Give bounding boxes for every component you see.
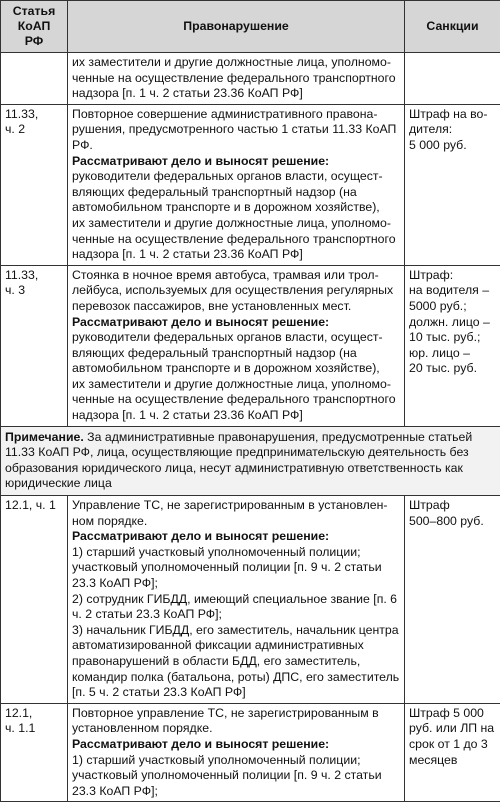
article-cell: [1, 104, 68, 265]
offense-description: рушения, предусмотренного частью 1 статьи 11.33 КоАП: [72, 122, 397, 137]
note-cell: [1, 426, 500, 495]
offense-description: Повторное управление ТС, не зарегистрированным в: [72, 705, 379, 720]
decision-authority: вляющих федеральный транспортный надзор (на: [72, 184, 357, 199]
decision-authority: автомобильном транспорте и в дорожном хозяйстве),: [72, 361, 380, 376]
decision-authority: командир полка (батальона, роты) ДПС, его заместитель: [72, 669, 400, 684]
offense-description: ном порядке.: [72, 513, 148, 528]
decision-label: Рассматривают дело и выносят решение:: [72, 529, 330, 544]
decision-authority: ч. 2 статьи 23.3 КоАП РФ];: [72, 607, 222, 622]
decision-label: Рассматривают дело и выносят решение:: [72, 314, 330, 329]
offense-cell: [68, 265, 405, 426]
decision-authority: ченные на осуществление федерального транспортного: [72, 70, 396, 85]
sanction-text: юр. лицо –: [409, 345, 470, 360]
decision-authority: надзора [п. 1 ч. 2 статьи 23.36 КоАП РФ]: [72, 247, 303, 262]
decision-authority: 3) начальник ГИБДД, его заместитель, начальник центра: [72, 622, 399, 637]
article-number: 12.1,: [5, 705, 33, 720]
article-number: 11.33,: [5, 267, 39, 282]
article-cell: [1, 703, 68, 802]
note-line: 11.33 КоАП РФ, лица, осуществляющие предпринимательскую деятельность без: [5, 445, 469, 460]
sanction-text: дителя:: [409, 122, 453, 137]
offense-description: Стоянка в ночное время автобуса, трамвая или трол-: [72, 267, 379, 282]
offense-cell: [68, 53, 405, 105]
offense-description: Управление ТС, не зарегистрированным в установлен-: [72, 498, 388, 513]
table-body-top: [1, 53, 500, 427]
sanction-text: 10 тыс. руб.;: [409, 330, 481, 345]
article-number: ч. 1.1: [5, 721, 36, 736]
decision-authority: ченные на осуществление федерального транспортного: [72, 392, 396, 407]
decision-authority: автомобильном транспорте и в дорожном хозяйстве),: [72, 200, 380, 215]
offense-description: перевозок пассажиров, вне установленных мест.: [72, 298, 352, 313]
offense-description: лейбуса, используемых для осуществления регулярных: [72, 283, 394, 298]
note-line: образования юридического лица, несут административную ответственность как: [5, 460, 463, 475]
sanction-text: руб. или ЛП на: [409, 721, 495, 736]
decision-authority: надзора [п. 1 ч. 2 статьи 23.36 КоАП РФ]: [72, 86, 303, 101]
note-label: Примечание.: [5, 429, 84, 444]
decision-authority: руководители федеральных органов власти, осущест-: [72, 169, 383, 184]
sanction-cell: [405, 53, 500, 105]
sanction-text: месяцев: [409, 752, 458, 767]
decision-authority: участковый уполномоченный полиции [п. 9 ч. 2 статьи: [72, 768, 382, 783]
article-number: ч. 2: [5, 122, 26, 137]
decision-label: Рассматривают дело и выносят решение:: [72, 153, 330, 168]
sanction-text: 5 000 руб.: [409, 137, 467, 152]
sanction-text: 500–800 руб.: [409, 513, 484, 528]
sanction-cell: [405, 703, 500, 802]
sanction-text: должн. лицо –: [409, 314, 490, 329]
table-row: [1, 265, 500, 426]
decision-authority: [п. 5 ч. 2 статьи 23.3 КоАП РФ]: [72, 685, 246, 700]
sanction-text: 5000 руб.;: [409, 298, 467, 313]
decision-authority: 23.3 КоАП РФ];: [72, 783, 158, 798]
table-row: [1, 496, 500, 704]
decision-authority: их заместители и другие должностные лица, уполномо-: [72, 55, 391, 69]
note-body: [1, 426, 500, 495]
decision-authority: 1) старший участковый уполномоченный полиции;: [72, 544, 361, 559]
decision-label: Рассматривают дело и выносят решение:: [72, 736, 330, 751]
note-line: За административные правонарушения, предусмотренные статьей: [83, 429, 473, 444]
table-row: [1, 53, 500, 105]
decision-authority: их заместители и другие должностные лица, уполномо-: [72, 215, 391, 230]
decision-authority: ченные на осуществление федерального транспортного: [72, 231, 396, 246]
table-row: [1, 703, 500, 802]
table-body-bottom: [1, 496, 500, 802]
decision-authority: 1) старший участковый уполномоченный полиции;: [72, 752, 361, 767]
sanction-cell: [405, 104, 500, 265]
sanction-text: 20 тыс. руб.: [409, 361, 477, 376]
sanction-text: Штраф на во-: [409, 106, 488, 121]
decision-authority: участковый уполномоченный полиции [п. 9 ч. 2 статьи: [72, 560, 382, 575]
decision-authority: правонарушений в области БДД, его заместитель,: [72, 653, 361, 668]
sanction-text: на водителя –: [409, 283, 490, 298]
sanction-cell: [405, 496, 500, 704]
sanction-text: Штраф 5 000: [409, 705, 484, 720]
table-row: [1, 104, 500, 265]
article-cell: [1, 53, 68, 105]
sanction-text: Штраф: [409, 498, 450, 513]
offense-description: РФ.: [72, 137, 93, 152]
sanction-text: Штраф:: [409, 267, 454, 282]
decision-authority: вляющих федеральный транспортный надзор (на: [72, 345, 357, 360]
note-line: юридические лица: [5, 476, 112, 491]
article-number: 12.1, ч. 1: [5, 498, 56, 513]
article-cell: [1, 265, 68, 426]
header-sanctions: Санкции: [405, 1, 500, 53]
decision-authority: автоматизированной фиксации административных: [72, 638, 364, 653]
decision-authority: 23.3 КоАП РФ];: [72, 576, 158, 590]
offense-cell: [68, 703, 405, 802]
table-header-row: [1, 1, 500, 53]
offense-cell: [68, 104, 405, 265]
sanction-text: срок от 1 до 3: [409, 736, 488, 751]
note-row: [1, 426, 500, 495]
decision-authority: их заместители и другие должностные лица, уполномо-: [72, 376, 391, 391]
header-article: Статья КоАП РФ: [1, 1, 68, 53]
article-cell: [1, 496, 68, 704]
header-offense: Правонарушение: [68, 1, 405, 53]
decision-authority: 2) сотрудник ГИБДД, имеющий специальное звание [п. 6: [72, 591, 398, 606]
sanction-cell: [405, 265, 500, 426]
article-number: 11.33,: [5, 106, 39, 121]
decision-authority: надзора [п. 1 ч. 2 статьи 23.36 КоАП РФ]: [72, 408, 303, 423]
decision-authority: руководители федеральных органов власти, осущест-: [72, 330, 383, 345]
article-number: ч. 3: [5, 283, 26, 298]
offense-description: Повторное совершение административного правона-: [72, 106, 378, 121]
offense-description: установленном порядке.: [72, 721, 213, 736]
offense-cell: [68, 496, 405, 704]
